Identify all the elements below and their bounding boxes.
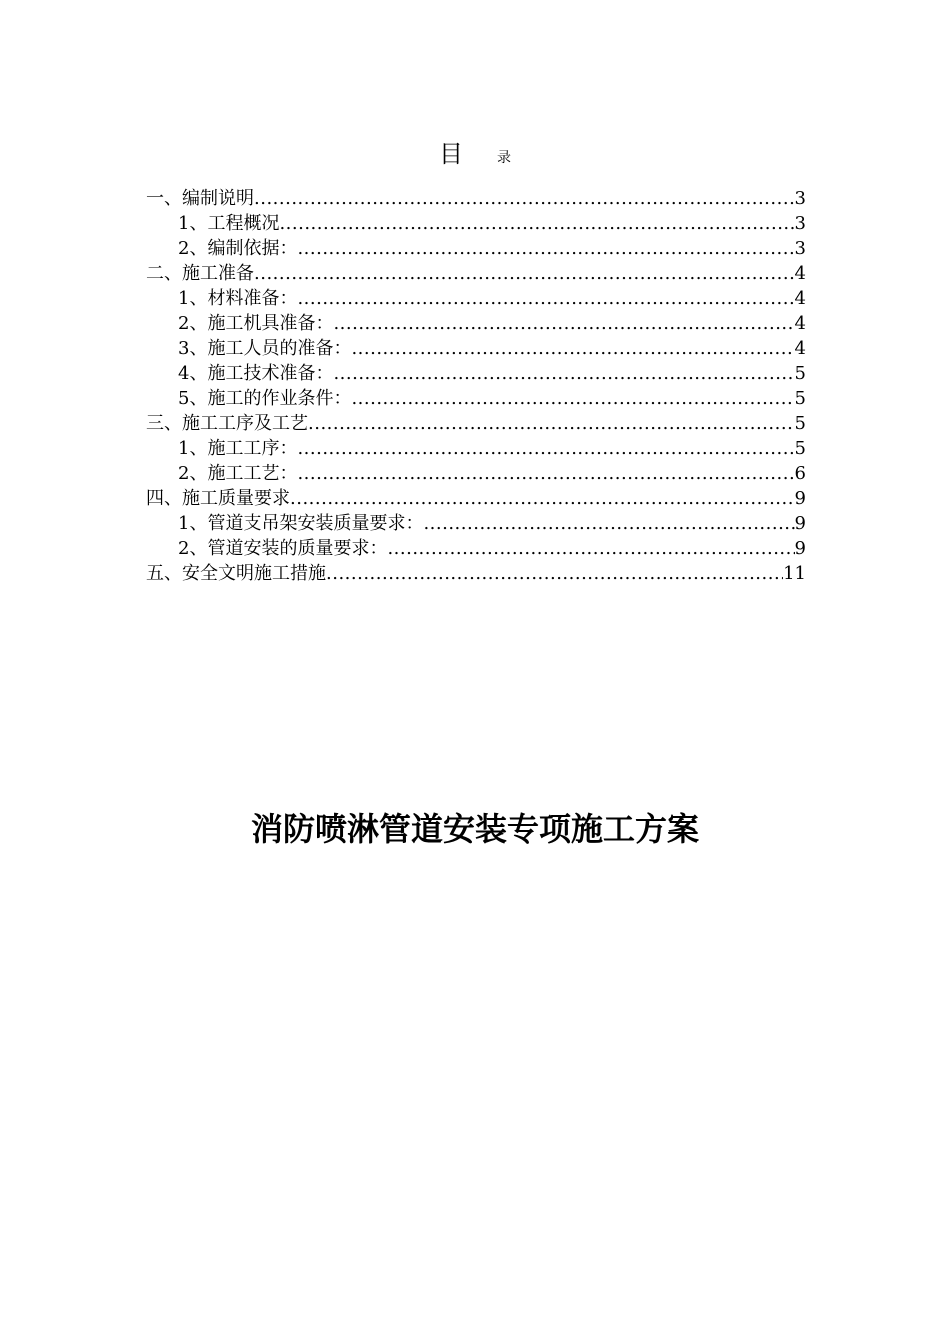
toc-entry-page: 3 (794, 238, 806, 259)
toc-entry-page: 4 (794, 338, 806, 359)
toc-entry-label: 4、施工技术准备： (178, 363, 334, 384)
toc-entry-page: 3 (794, 213, 806, 234)
toc-entry-page: 5 (794, 438, 806, 459)
toc-entry-page: 9 (794, 538, 806, 559)
toc-entry-label: 2、施工工艺： (178, 463, 298, 484)
toc-entry-label: 二、施工准备 (146, 263, 254, 284)
toc-heading-part1: 目 (439, 140, 463, 168)
toc-leader-dots (297, 461, 794, 486)
toc-entry[interactable] (146, 336, 806, 361)
document-title: 消防喷淋管道安装专项施工方案 (250, 810, 699, 848)
toc-entry-label: 1、材料准备： (178, 288, 298, 309)
toc-leader-dots (333, 361, 794, 386)
toc-entry-page: 5 (794, 363, 806, 384)
toc-entry-label: 2、编制依据： (178, 238, 298, 259)
toc-entry-label: 五、安全文明施工措施 (146, 563, 326, 584)
toc-entry-page: 9 (794, 488, 806, 509)
toc-entry[interactable] (146, 511, 806, 536)
toc-entry-label: 三、施工工序及工艺 (146, 413, 308, 434)
toc-entry-label: 3、施工人员的准备： (178, 338, 352, 359)
toc-leader-dots (308, 411, 795, 436)
toc-leader-dots (333, 311, 794, 336)
toc-entry-page: 5 (794, 388, 806, 409)
toc-leader-dots (351, 386, 794, 411)
toc-entry-page: 4 (794, 313, 806, 334)
toc-entry[interactable] (146, 186, 806, 211)
toc-entry[interactable] (146, 486, 806, 511)
toc-entry-label: 1、施工工序： (178, 438, 298, 459)
toc-entry[interactable] (146, 561, 806, 586)
toc-entry[interactable] (146, 461, 806, 486)
toc-leader-dots (279, 211, 794, 236)
toc-entry[interactable] (146, 436, 806, 461)
toc-entry[interactable] (146, 211, 806, 236)
toc-entry-label: 2、管道安装的质量要求： (178, 538, 388, 559)
table-of-contents (146, 186, 806, 586)
toc-entry-label: 一、编制说明 (146, 188, 254, 209)
toc-entry[interactable] (146, 361, 806, 386)
toc-leader-dots (254, 261, 795, 286)
toc-entry-page: 3 (794, 188, 806, 209)
toc-leader-dots (423, 511, 794, 536)
toc-entry-label: 1、工程概况 (178, 213, 280, 234)
toc-entry[interactable] (146, 311, 806, 336)
toc-entry-label: 1、管道支吊架安装质量要求： (178, 513, 424, 534)
toc-leader-dots (351, 336, 794, 361)
toc-entry-label: 5、施工的作业条件： (178, 388, 352, 409)
toc-entry-page: 4 (794, 288, 806, 309)
toc-leader-dots (387, 536, 794, 561)
toc-entry[interactable] (146, 236, 806, 261)
toc-entry[interactable] (146, 261, 806, 286)
toc-entry[interactable] (146, 536, 806, 561)
toc-heading-part2: 录 (497, 150, 511, 166)
toc-leader-dots (297, 436, 794, 461)
toc-entry-page: 4 (794, 263, 806, 284)
toc-leader-dots (297, 236, 794, 261)
toc-leader-dots (254, 186, 795, 211)
toc-leader-dots (290, 486, 795, 511)
toc-entry-page: 6 (794, 463, 806, 484)
toc-entry[interactable] (146, 386, 806, 411)
toc-entry-page: 9 (794, 513, 806, 534)
toc-entry-page: 5 (794, 413, 806, 434)
toc-entry[interactable] (146, 411, 806, 436)
toc-entry-page: 11 (783, 563, 806, 584)
toc-entry-label: 2、施工机具准备： (178, 313, 334, 334)
toc-entry[interactable] (146, 286, 806, 311)
toc-leader-dots (297, 286, 794, 311)
toc-leader-dots (326, 561, 783, 586)
toc-entry-label: 四、施工质量要求 (146, 488, 290, 509)
toc-heading (0, 134, 950, 169)
